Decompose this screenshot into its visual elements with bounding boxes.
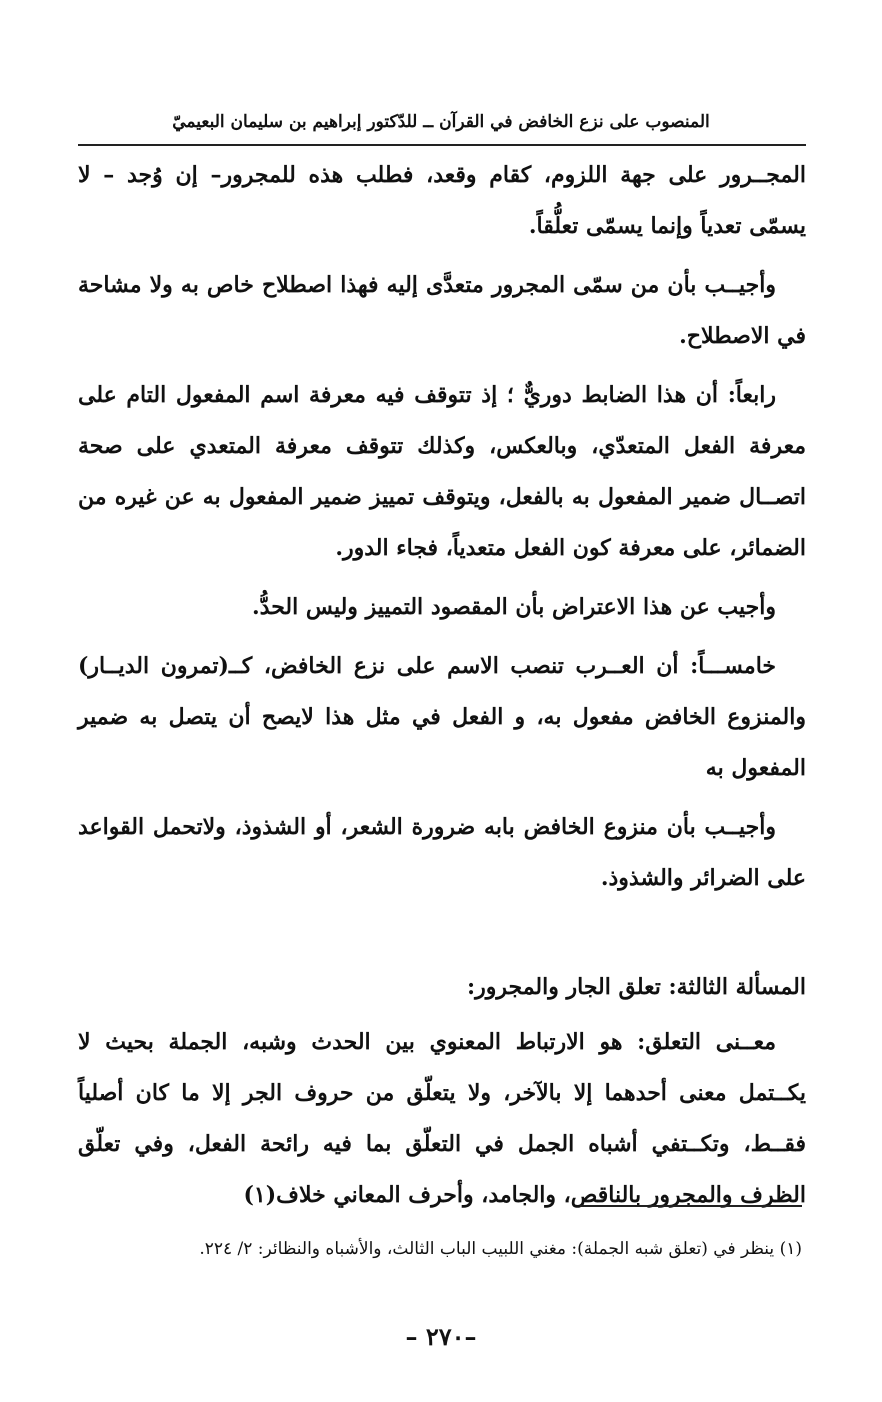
page-number: –٢٧٠ – [405, 1322, 477, 1351]
paragraph-3: رابعاً: أن هذا الضابط دوريٌّ ؛ إذ تتوقف فيه معرفة اسم المفعول التام على معرفة الفعل المتعدّي، وبالعكس، وكذلك تتوقف معرفة المتعدي على صحة اتصــال ضمير المفعول به بالفعل، ويتوقف تمييز ضمير المفعول به عن غيره من الضمائر، على معرفة كون الفعل متعدياً، فجاء الدور. [78, 382, 806, 561]
paragraph-1: المجــرور على جهة اللزوم، كقام وقعد، فطلب هذه للمجرور– إن وُجد – لا يسمّى تعدياً وإنما يسمّى تعلُّقاً. [78, 162, 806, 239]
paragraph-4: وأجيب عن هذا الاعتراض بأن المقصود التمييز وليس الحدُّ. [252, 594, 776, 620]
running-header: المنصوب على نزع الخافض في القرآن ــ للدّكتور إبراهيم بن سليمان البعيميّ [172, 112, 710, 132]
footnote-rule [580, 1205, 802, 1207]
footnote: (١) ينظر في (تعلق شبه الجملة): مغني اللبيب الباب الثالث، والأشباه والنظائر: ٢/ ٢٢٤. [199, 1239, 802, 1259]
paragraph-5: خامســـاً: أن العــرب تنصب الاسم على نزع الخافض، كــ(تمرون الديــار) والمنزوع الخافض مفعول به، و الفعل في مثل هذا لايصح أن يتصل به ضمير المفعول به [78, 653, 806, 781]
section-heading: المسألة الثالثة: تعلق الجار والمجرور: [467, 974, 806, 1000]
paragraph-6: وأجيــب بأن منزوع الخافض بابه ضرورة الشعر، أو الشذوذ، ولاتحمل القواعد على الضرائر والشذوذ. [78, 814, 806, 891]
header-rule [78, 144, 806, 146]
section-paragraph: معــنى التعلق: هو الارتباط المعنوي بين الحدث وشبه، الجملة بحيث لا يكــتمل معنى أحدهما إلا بالآخر، ولا يتعلّق من حروف الجر إلا ما كان أصلياً فقــط، وتكــتفي أشباه الجمل في التعلّق بما فيه رائحة الفعل، وفي تعلّق الظرف والمجرور بالناقص، والجامد، وأحرف المعاني خلاف(١) [78, 1029, 806, 1208]
paragraph-2: وأجيــب بأن من سمّى المجرور متعدَّى إليه فهذا اصطلاح خاص به ولا مشاحة في الاصطلاح. [78, 272, 806, 349]
main-text [78, 150, 806, 1229]
